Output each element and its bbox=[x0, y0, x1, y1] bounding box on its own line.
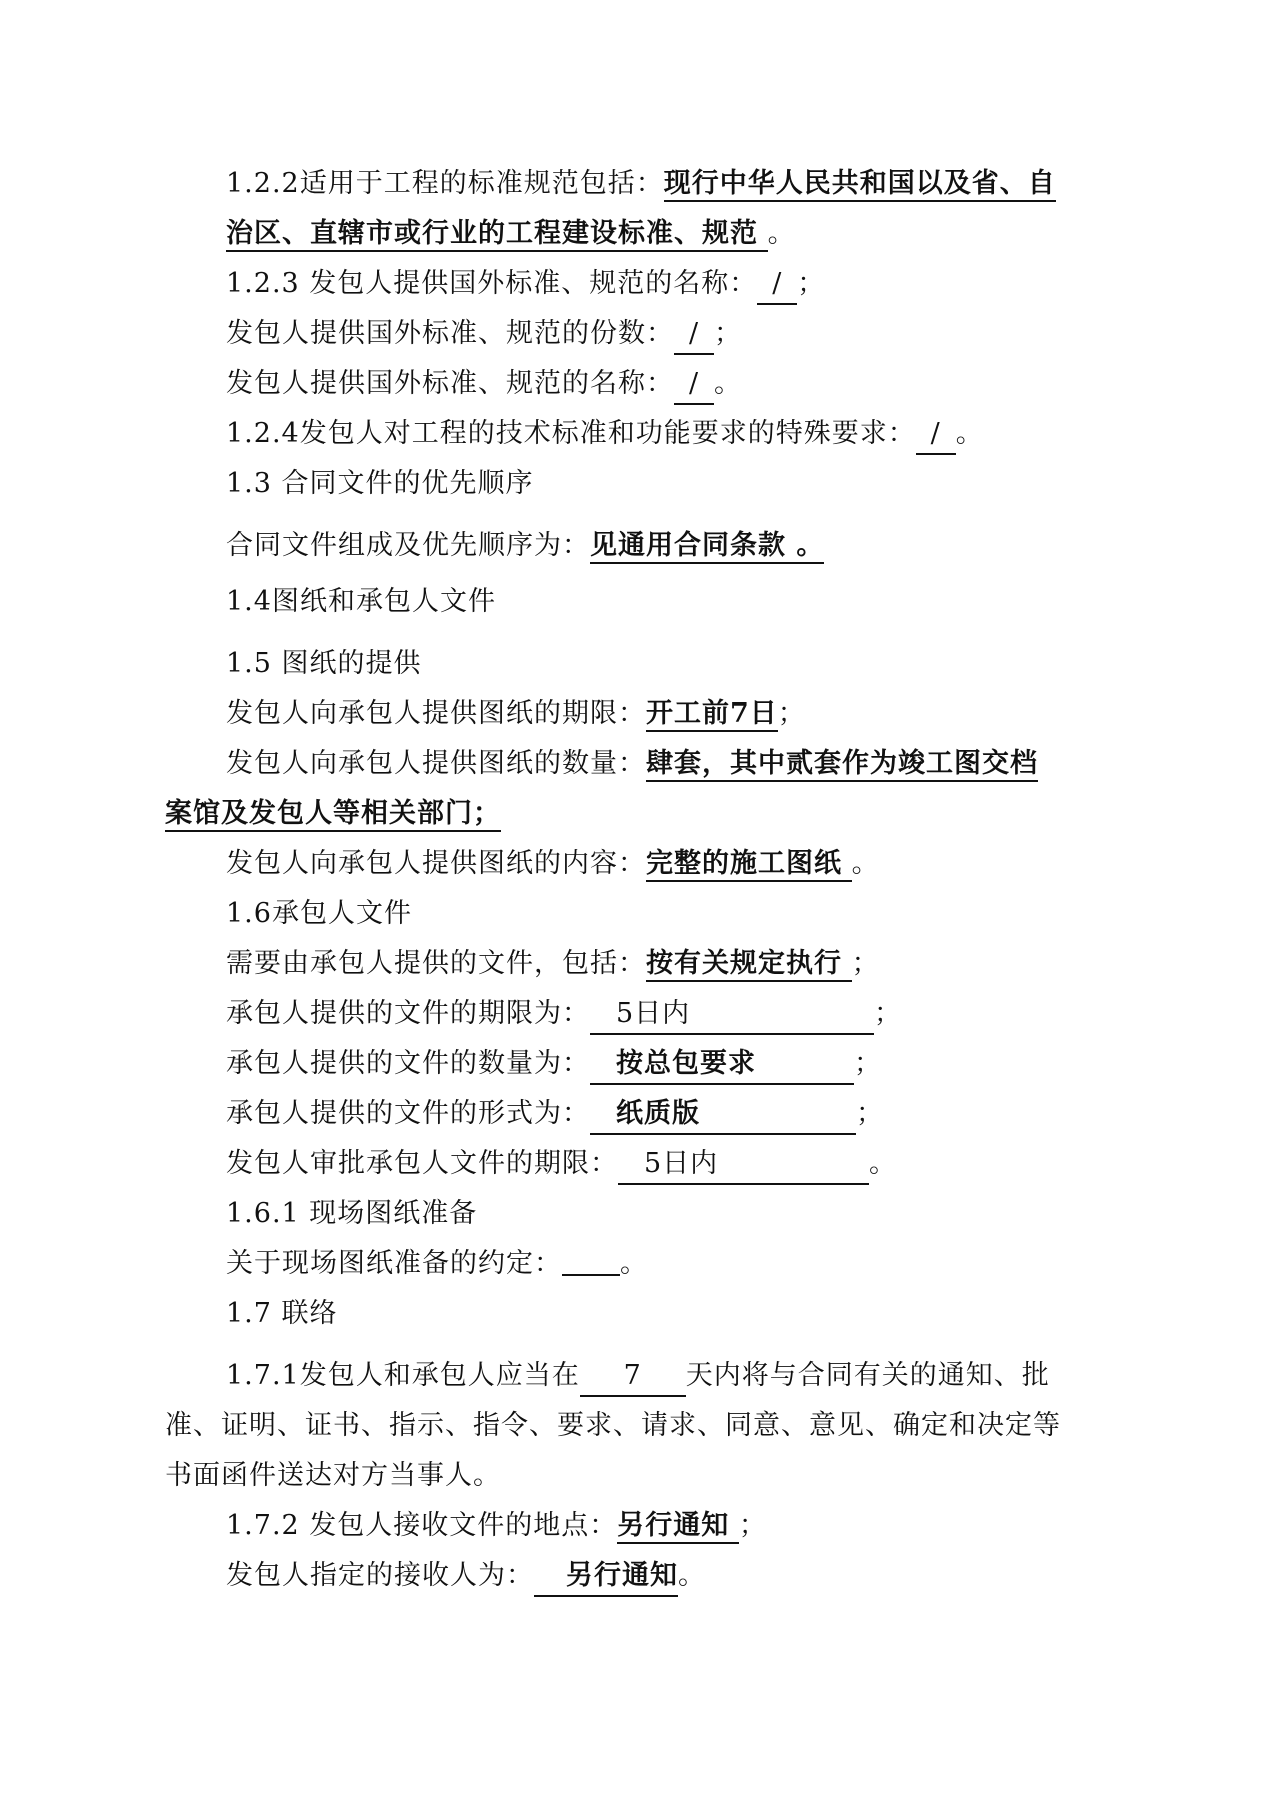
notice-period-label: 1.7.1发包人和承包人应当在 bbox=[226, 1360, 580, 1391]
contract-priority-line bbox=[226, 528, 824, 564]
foreign-standard-count-label: 发包人提供国外标准、规范的份数： bbox=[226, 318, 674, 349]
receiving-place-label: 1.7.2 发包人接收文件的地点： bbox=[226, 1510, 618, 1541]
receiver-value: 另行通知 bbox=[534, 1558, 678, 1597]
clause-1-2-2-value-part2: 治区、直辖市或行业的工程建设标准、规范 bbox=[226, 218, 758, 252]
clause-1-7-1-line2: 准、证明、证书、指示、指令、要求、请求、同意、意见、确定和决定等 bbox=[165, 1410, 1061, 1441]
punct: 。 bbox=[851, 848, 880, 879]
section-1-7-heading: 1.7 联络 bbox=[226, 1298, 338, 1329]
drawing-content-line bbox=[226, 846, 880, 882]
clause-1-2-3-line1 bbox=[226, 266, 825, 305]
foreign-standard-name-label: 1.2.3 发包人提供国外标准、规范的名称： bbox=[226, 268, 758, 299]
clause-1-7-2-line bbox=[226, 1508, 767, 1544]
contractor-docs-period-label: 承包人提供的文件的期限为： bbox=[226, 998, 590, 1029]
section-1-4-heading: 1.4图纸和承包人文件 bbox=[226, 586, 496, 617]
notice-period-days: 7 bbox=[580, 1358, 686, 1397]
receiving-place-value: 另行通知 bbox=[617, 1510, 729, 1544]
punct: 。 bbox=[869, 1148, 897, 1179]
punct: ； bbox=[714, 318, 742, 349]
punct: ； bbox=[874, 998, 902, 1029]
clause-1-7-1-line3: 书面函件送达对方当事人。 bbox=[165, 1460, 501, 1491]
receiver-label: 发包人指定的接收人为： bbox=[226, 1560, 534, 1591]
punct: ； bbox=[738, 1510, 767, 1541]
contractor-docs-period-value: 5日内 bbox=[590, 996, 874, 1035]
drawing-qty-label: 发包人向承包人提供图纸的数量： bbox=[226, 748, 646, 779]
clause-1-2-2-line1 bbox=[226, 166, 1056, 202]
punct: 。 bbox=[678, 1560, 706, 1591]
drawing-qty-value-part2: 案馆及发包人等相关部门； bbox=[165, 798, 501, 832]
special-requirements-label: 1.2.4发包人对工程的技术标准和功能要求的特殊要求： bbox=[226, 418, 916, 449]
foreign-standard-name-value: / bbox=[757, 266, 797, 305]
foreign-standard-name-value-2: / bbox=[674, 366, 714, 405]
section-1-6-heading: 1.6承包人文件 bbox=[226, 898, 412, 929]
section-1-3-heading: 1.3 合同文件的优先顺序 bbox=[226, 468, 534, 499]
drawing-content-value: 完整的施工图纸 bbox=[646, 848, 842, 882]
site-drawing-line bbox=[226, 1246, 648, 1282]
site-drawing-label: 关于现场图纸准备的约定： bbox=[226, 1248, 562, 1279]
contractor-docs-form-value: 纸质版 bbox=[590, 1096, 856, 1135]
contract-priority-label: 合同文件组成及优先顺序为： bbox=[226, 530, 590, 561]
contractor-docs-form-line bbox=[226, 1096, 884, 1135]
punct: 。 bbox=[620, 1248, 648, 1279]
contractor-docs-qty-value: 按总包要求 bbox=[590, 1046, 854, 1085]
site-drawing-blank bbox=[562, 1248, 620, 1276]
drawing-qty-line1 bbox=[226, 746, 1038, 782]
punct: ； bbox=[797, 268, 826, 299]
contractor-docs-period-line bbox=[226, 996, 902, 1035]
clause-1-2-2-label: 1.2.2适用于工程的标准规范包括： bbox=[226, 168, 664, 199]
approval-period-label: 发包人审批承包人文件的期限： bbox=[226, 1148, 618, 1179]
approval-period-value: 5日内 bbox=[618, 1146, 869, 1185]
clause-1-2-2-end: 。 bbox=[767, 218, 796, 249]
clause-1-2-3-line3 bbox=[226, 366, 742, 405]
special-requirements-value: / bbox=[916, 416, 956, 455]
contract-priority-value: 见通用合同条款 。 bbox=[590, 530, 824, 564]
drawing-period-line bbox=[226, 696, 806, 732]
contractor-docs-value: 按有关规定执行 bbox=[646, 948, 842, 982]
drawing-qty-value-part1: 肆套，其中贰套作为竣工图交档 bbox=[646, 748, 1038, 782]
foreign-standard-count-value: / bbox=[674, 316, 714, 355]
contractor-docs-line bbox=[226, 946, 880, 982]
section-1-5-heading: 1.5 图纸的提供 bbox=[226, 648, 422, 679]
punct: ； bbox=[777, 698, 806, 729]
receiver-line bbox=[226, 1558, 706, 1597]
clause-1-2-2-value-part1: 现行中华人民共和国以及省、自 bbox=[664, 168, 1056, 202]
drawing-qty-line2 bbox=[165, 796, 501, 832]
approval-period-line bbox=[226, 1146, 897, 1185]
clause-1-2-4 bbox=[226, 416, 984, 455]
drawing-period-label: 发包人向承包人提供图纸的期限： bbox=[226, 698, 646, 729]
drawing-period-value: 开工前7日 bbox=[646, 698, 778, 732]
section-1-6-1-heading: 1.6.1 现场图纸准备 bbox=[226, 1198, 478, 1229]
punct: ； bbox=[851, 948, 880, 979]
contractor-docs-qty-label: 承包人提供的文件的数量为： bbox=[226, 1048, 590, 1079]
punct: ； bbox=[856, 1098, 884, 1129]
contractor-docs-label: 需要由承包人提供的文件，包括： bbox=[226, 948, 646, 979]
punct: 。 bbox=[955, 418, 984, 449]
drawing-content-label: 发包人向承包人提供图纸的内容： bbox=[226, 848, 646, 879]
clause-1-2-3-line2 bbox=[226, 316, 742, 355]
clause-1-2-2-line2 bbox=[226, 216, 796, 252]
contractor-docs-qty-line bbox=[226, 1046, 882, 1085]
contractor-docs-form-label: 承包人提供的文件的形式为： bbox=[226, 1098, 590, 1129]
punct: ； bbox=[854, 1048, 882, 1079]
notice-period-text: 天内将与合同有关的通知、批 bbox=[685, 1360, 1050, 1391]
punct: 。 bbox=[714, 368, 742, 399]
foreign-standard-name-label-2: 发包人提供国外标准、规范的名称： bbox=[226, 368, 674, 399]
clause-1-7-1-line1 bbox=[226, 1358, 1050, 1397]
